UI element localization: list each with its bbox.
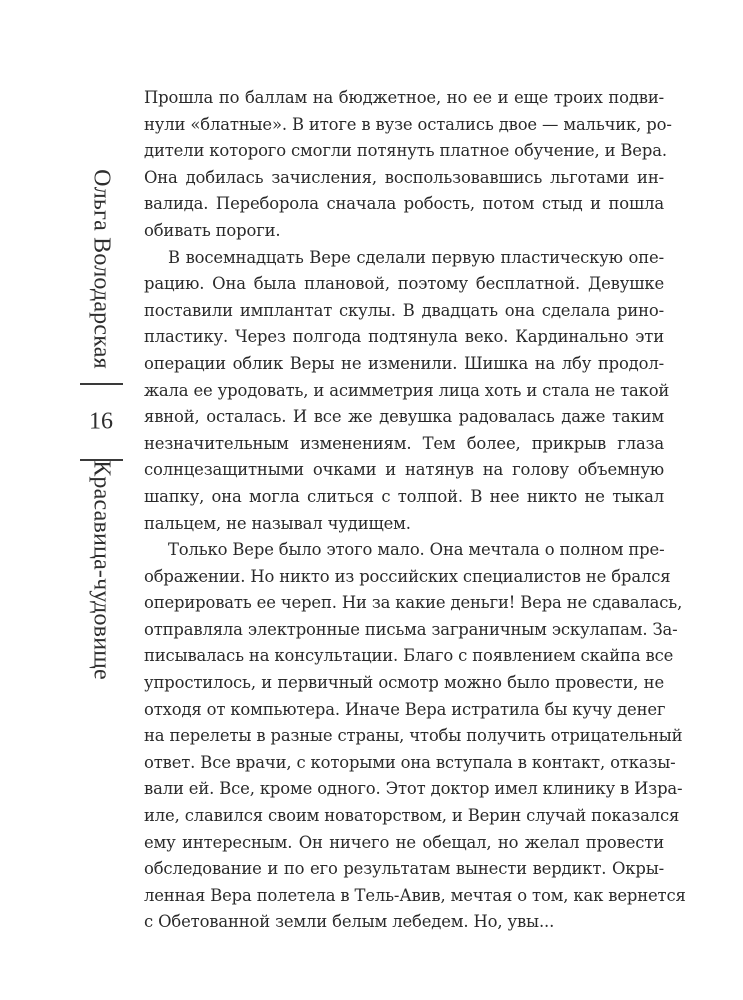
text-line: шапку, она могла слиться с толпой. В нее никто не тыкал (144, 486, 664, 506)
text-line: поставили имплантат скулы. В двадцать она сделала рино- (144, 300, 664, 320)
text-line: иле, славился своим новаторством, и Верин случай показался (144, 806, 680, 826)
text-line: ему интересным. Он ничего не обещал, но желал провести (144, 832, 664, 852)
body-text (144, 85, 686, 936)
running-head-author: Ольга Володарская (88, 169, 115, 369)
text-line: ображении. Но никто из российских специалистов не брался (144, 566, 671, 586)
text-line: Она добилась зачисления, воспользовавшись льготами ин- (144, 167, 664, 187)
text-line: обивать пороги. (144, 220, 281, 240)
running-head (0, 0, 143, 1000)
text-line: солнцезащитными очками и натянув на голову объемную (144, 460, 664, 480)
text-line: ленная Вера полетела в Тель-Авив, мечтая о том, как вернется (144, 885, 686, 905)
text-line: незначительным изменениям. Тем более, прикрыв глаза (144, 433, 664, 453)
text-line: жала ее уродовать, и асимметрия лица хоть и стала не такой (144, 380, 670, 400)
text-line: пластику. Через полгода подтянула веко. Кардинально эти (144, 327, 664, 347)
text-line: на перелеты в разные страны, чтобы получить отрицательный (144, 726, 683, 746)
running-head-divider-top (80, 383, 123, 385)
text-line: дители которого смогли потянуть платное обучение, и Вера. (144, 141, 667, 161)
text-line: рацию. Она была плановой, поэтому бесплатной. Девушке (144, 274, 664, 294)
running-head-book-title: Красавица-чудовище (88, 460, 115, 680)
text-line: явной, осталась. И все же девушка радовалась даже таким (144, 407, 664, 427)
text-line: валида. Переборола сначала робость, потом стыд и пошла (144, 194, 664, 214)
text-line: писывалась на консультации. Благо с появлением скайпа все (144, 646, 674, 666)
text-line: отходя от компьютера. Иначе Вера истратила бы кучу денег (144, 699, 666, 719)
text-line: оперировать ее череп. Ни за какие деньги! Вера не сдавалась, (144, 593, 683, 613)
text-line: В восемнадцать Вере сделали первую пластическую опе- (168, 247, 664, 267)
text-line: нули «блатные». В итоге в вузе остались двое — мальчик, ро- (144, 114, 672, 134)
text-line: Прошла по баллам на бюджетное, но ее и еще троих подви- (144, 88, 664, 107)
text-line: отправляла электронные письма заграничным эскулапам. За- (144, 619, 678, 639)
text-line: упростилось, и первичный осмотр можно было провести, не (144, 673, 664, 693)
text-line: обследование и по его результатам вынести вердикт. Окры- (144, 859, 664, 879)
text-line: пальцем, не называл чудищем. (144, 513, 411, 533)
text-line: вали ей. Все, кроме одного. Этот доктор имел клинику в Изра- (144, 779, 683, 799)
text-line: ответ. Все врачи, с которыми она вступала в контакт, отказы- (144, 752, 676, 772)
text-line: Только Вере было этого мало. Она мечтала о полном пре- (168, 540, 665, 560)
text-line: операции облик Веры не изменили. Шишка на лбу продол- (144, 353, 664, 373)
text-line: с Обетованной земли белым лебедем. Но, увы... (144, 912, 555, 932)
page-number: 16 (89, 408, 113, 435)
